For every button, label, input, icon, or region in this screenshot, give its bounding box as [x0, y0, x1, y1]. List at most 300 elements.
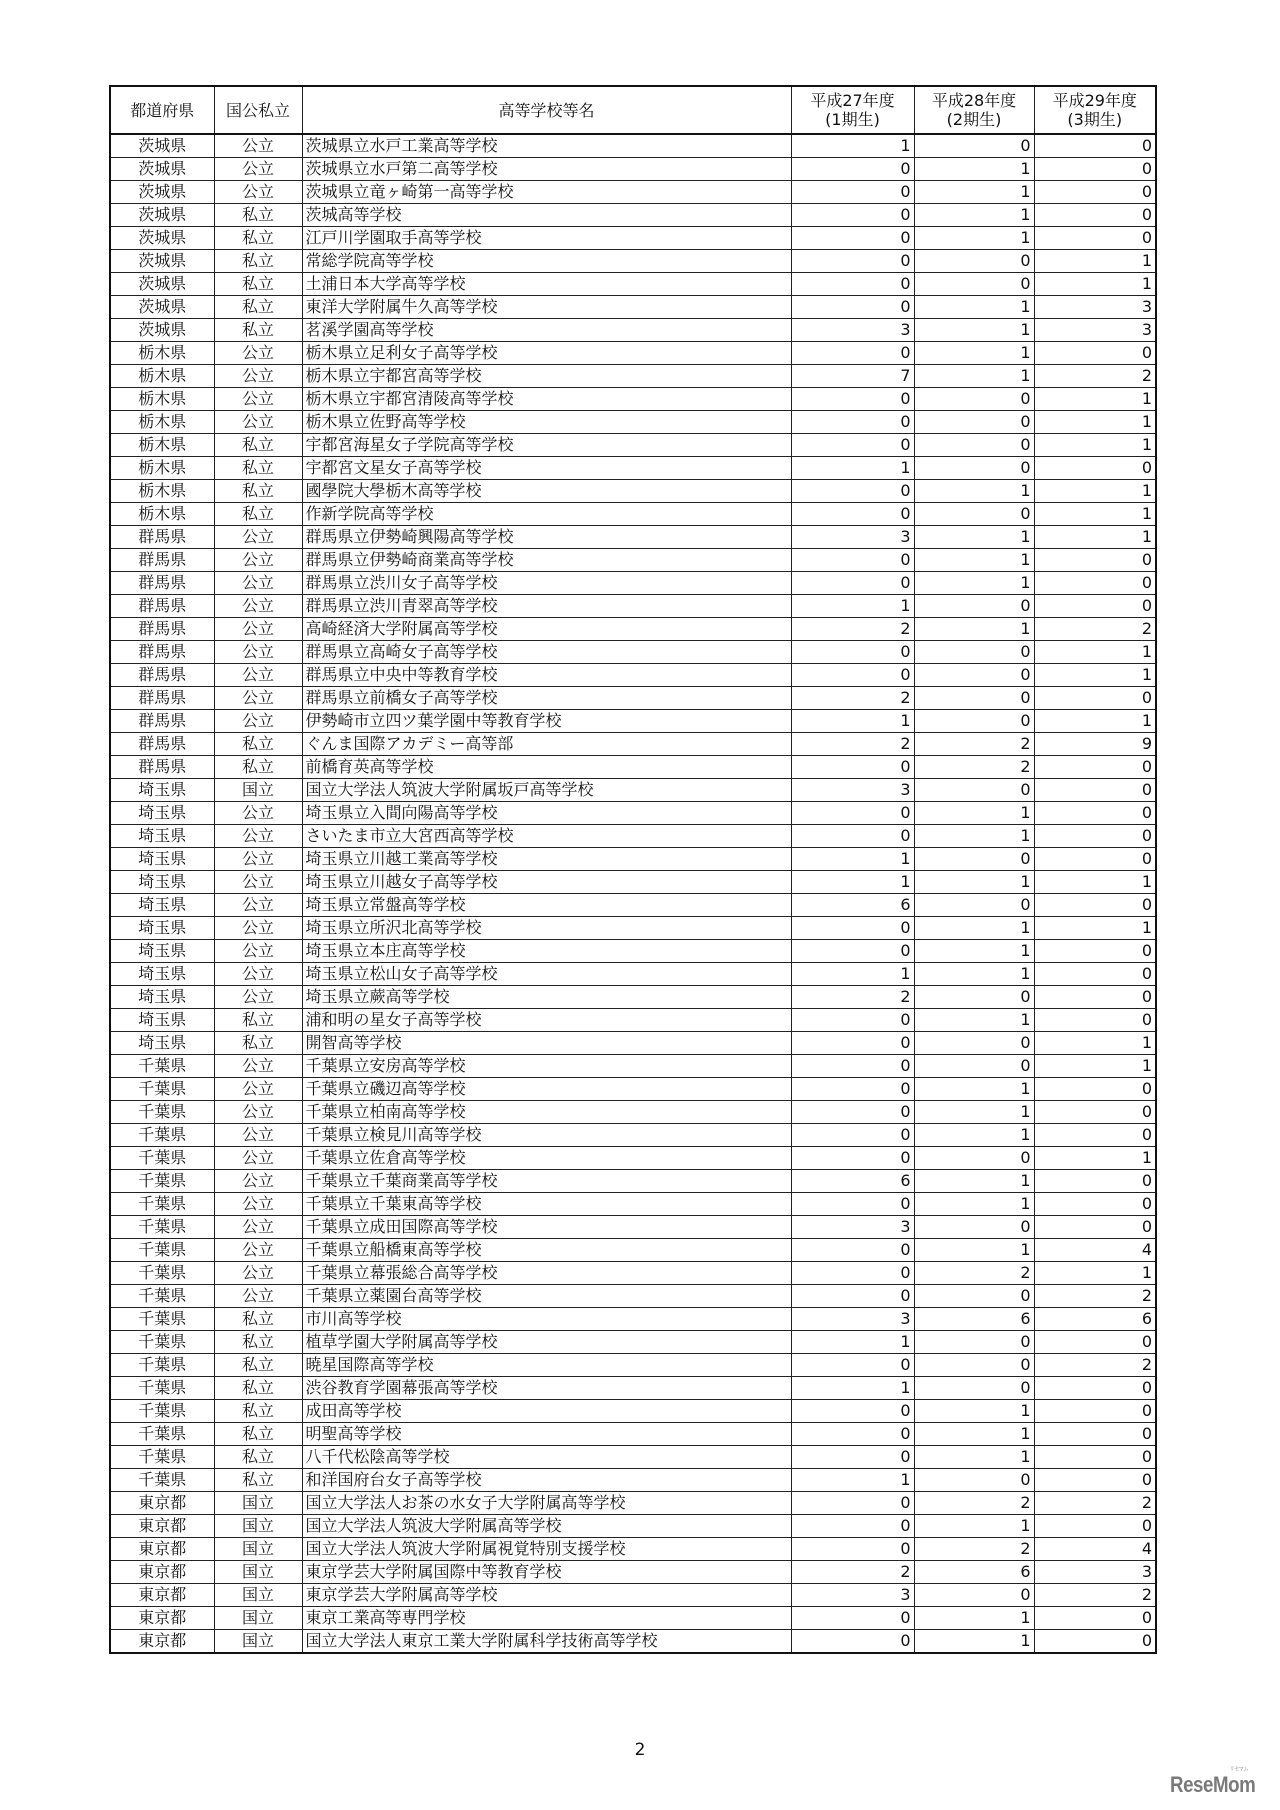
cell-h27: 3: [791, 1308, 914, 1331]
table-row: [110, 480, 1156, 503]
cell-h27: 7: [791, 365, 914, 388]
table-row: [110, 1492, 1156, 1515]
cell-school-name: 千葉県立佐倉高等学校: [302, 1147, 791, 1170]
table-row: [110, 1515, 1156, 1538]
cell-school-name: 埼玉県立松山女子高等学校: [302, 963, 791, 986]
cell-type: 私立: [214, 733, 302, 756]
cell-h28: 0: [914, 1216, 1034, 1239]
table-row: [110, 411, 1156, 434]
table-row: [110, 641, 1156, 664]
cell-h28: 0: [914, 1032, 1034, 1055]
table-row: [110, 1354, 1156, 1377]
cell-school-name: 千葉県立千葉商業高等学校: [302, 1170, 791, 1193]
cell-h28: 1: [914, 1009, 1034, 1032]
cell-prefecture: 東京都: [110, 1561, 214, 1584]
table-row: [110, 1561, 1156, 1584]
cell-h28: 0: [914, 641, 1034, 664]
cell-prefecture: 千葉県: [110, 1377, 214, 1400]
cell-h29: 9: [1034, 733, 1156, 756]
table-row: [110, 687, 1156, 710]
cell-type: 公立: [214, 158, 302, 181]
table-row: [110, 664, 1156, 687]
cell-h29: 0: [1034, 158, 1156, 181]
cell-prefecture: 千葉県: [110, 1193, 214, 1216]
cell-h28: 1: [914, 526, 1034, 549]
cell-h28: 0: [914, 848, 1034, 871]
cell-prefecture: 埼玉県: [110, 1032, 214, 1055]
cell-prefecture: 群馬県: [110, 526, 214, 549]
cell-h29: 2: [1034, 1285, 1156, 1308]
cell-school-name: 宇都宮文星女子高等学校: [302, 457, 791, 480]
cell-h29: 0: [1034, 134, 1156, 158]
table-row: [110, 1078, 1156, 1101]
cell-type: 国立: [214, 779, 302, 802]
table-row: [110, 1308, 1156, 1331]
cell-type: 公立: [214, 1239, 302, 1262]
cell-prefecture: 東京都: [110, 1515, 214, 1538]
cell-h28: 0: [914, 273, 1034, 296]
cell-school-name: 千葉県立千葉東高等学校: [302, 1193, 791, 1216]
cell-h29: 1: [1034, 641, 1156, 664]
cell-school-name: 千葉県立幕張総合高等学校: [302, 1262, 791, 1285]
cell-school-name: 暁星国際高等学校: [302, 1354, 791, 1377]
cell-h28: 1: [914, 940, 1034, 963]
cell-h28: 1: [914, 204, 1034, 227]
cell-prefecture: 埼玉県: [110, 940, 214, 963]
cell-h28: 0: [914, 1285, 1034, 1308]
cell-h28: 2: [914, 756, 1034, 779]
table-row: [110, 940, 1156, 963]
cell-h27: 1: [791, 848, 914, 871]
cell-h28: 1: [914, 825, 1034, 848]
cell-h27: 0: [791, 1515, 914, 1538]
cell-prefecture: 千葉県: [110, 1124, 214, 1147]
cell-school-name: 東洋大学附属牛久高等学校: [302, 296, 791, 319]
cell-h29: 2: [1034, 1584, 1156, 1607]
cell-h29: 0: [1034, 1377, 1156, 1400]
cell-school-name: 埼玉県立川越工業高等学校: [302, 848, 791, 871]
cell-type: 私立: [214, 756, 302, 779]
cell-school-name: 埼玉県立蕨高等学校: [302, 986, 791, 1009]
cell-h27: 0: [791, 1630, 914, 1654]
logo-text: ReseMom: [1170, 1772, 1256, 1797]
cell-h29: 0: [1034, 1331, 1156, 1354]
cell-prefecture: 群馬県: [110, 733, 214, 756]
cell-h28: 1: [914, 572, 1034, 595]
cell-h27: 3: [791, 319, 914, 342]
cell-prefecture: 茨城県: [110, 181, 214, 204]
cell-h29: 0: [1034, 825, 1156, 848]
cell-type: 公立: [214, 1078, 302, 1101]
cell-h28: 6: [914, 1561, 1034, 1584]
cell-school-name: 群馬県立中央中等教育学校: [302, 664, 791, 687]
cell-prefecture: 群馬県: [110, 595, 214, 618]
cell-h27: 3: [791, 779, 914, 802]
cell-type: 私立: [214, 434, 302, 457]
cell-prefecture: 千葉県: [110, 1101, 214, 1124]
cell-h28: 0: [914, 411, 1034, 434]
cell-prefecture: 埼玉県: [110, 963, 214, 986]
cell-h28: 0: [914, 1331, 1034, 1354]
cell-h29: 0: [1034, 595, 1156, 618]
cell-h29: 0: [1034, 1216, 1156, 1239]
cell-school-name: 常総学院高等学校: [302, 250, 791, 273]
cell-type: 私立: [214, 1469, 302, 1492]
cell-h27: 0: [791, 1492, 914, 1515]
cell-prefecture: 千葉県: [110, 1423, 214, 1446]
cell-h29: 0: [1034, 986, 1156, 1009]
logo-ruby: リセマム: [1229, 1767, 1249, 1773]
school-data-table: [109, 85, 1157, 1654]
cell-h28: 1: [914, 1607, 1034, 1630]
cell-school-name: 高崎経済大学附属高等学校: [302, 618, 791, 641]
table-row: [110, 618, 1156, 641]
cell-school-name: 茗溪学園高等学校: [302, 319, 791, 342]
cell-prefecture: 栃木県: [110, 434, 214, 457]
cell-h29: 3: [1034, 296, 1156, 319]
table-row: [110, 1216, 1156, 1239]
cell-type: 公立: [214, 342, 302, 365]
cell-school-name: 茨城高等学校: [302, 204, 791, 227]
cell-prefecture: 茨城県: [110, 250, 214, 273]
table-row: [110, 595, 1156, 618]
table-row: [110, 1538, 1156, 1561]
cell-school-name: 埼玉県立川越女子高等学校: [302, 871, 791, 894]
cell-school-name: 埼玉県立本庄高等学校: [302, 940, 791, 963]
table-row: [110, 181, 1156, 204]
cell-h29: 0: [1034, 1009, 1156, 1032]
cell-h27: 0: [791, 273, 914, 296]
cell-h29: 3: [1034, 319, 1156, 342]
cell-school-name: 国立大学法人お茶の水女子大学附属高等学校: [302, 1492, 791, 1515]
cell-type: 公立: [214, 1147, 302, 1170]
cell-h28: 0: [914, 687, 1034, 710]
cell-prefecture: 千葉県: [110, 1354, 214, 1377]
cell-h29: 0: [1034, 342, 1156, 365]
cell-school-name: 茨城県立水戸第二高等学校: [302, 158, 791, 181]
cell-school-name: 成田高等学校: [302, 1400, 791, 1423]
cell-h27: 0: [791, 1262, 914, 1285]
cell-h27: 0: [791, 1193, 914, 1216]
cell-type: 国立: [214, 1538, 302, 1561]
cell-h29: 1: [1034, 250, 1156, 273]
cell-type: 私立: [214, 503, 302, 526]
page-number: 2: [634, 1740, 646, 1760]
cell-type: 私立: [214, 457, 302, 480]
cell-school-name: さいたま市立大宮西高等学校: [302, 825, 791, 848]
cell-school-name: 千葉県立成田国際高等学校: [302, 1216, 791, 1239]
cell-h28: 1: [914, 342, 1034, 365]
cell-h27: 0: [791, 664, 914, 687]
table-row: [110, 1147, 1156, 1170]
cell-school-name: 国立大学法人筑波大学附属坂戸高等学校: [302, 779, 791, 802]
cell-h29: 0: [1034, 963, 1156, 986]
cell-h27: 0: [791, 1446, 914, 1469]
cell-school-name: 渋谷教育学園幕張高等学校: [302, 1377, 791, 1400]
cell-h27: 0: [791, 480, 914, 503]
cell-h27: 0: [791, 342, 914, 365]
cell-h29: 0: [1034, 940, 1156, 963]
table-row: [110, 296, 1156, 319]
cell-school-name: 千葉県立船橋東高等学校: [302, 1239, 791, 1262]
cell-school-name: 千葉県立磯辺高等学校: [302, 1078, 791, 1101]
header-h29: [1034, 86, 1156, 134]
cell-prefecture: 千葉県: [110, 1262, 214, 1285]
cell-type: 私立: [214, 1032, 302, 1055]
cell-prefecture: 千葉県: [110, 1285, 214, 1308]
cell-prefecture: 埼玉県: [110, 1009, 214, 1032]
cell-h27: 2: [791, 618, 914, 641]
table-row: [110, 273, 1156, 296]
cell-type: 公立: [214, 388, 302, 411]
cell-h27: 0: [791, 296, 914, 319]
cell-h29: 1: [1034, 1147, 1156, 1170]
cell-type: 公立: [214, 526, 302, 549]
table-row: [110, 1285, 1156, 1308]
table-header-row: [110, 86, 1156, 134]
cell-h27: 0: [791, 411, 914, 434]
cell-h27: 0: [791, 641, 914, 664]
table-row: [110, 917, 1156, 940]
table-row: [110, 388, 1156, 411]
cell-h27: 3: [791, 1584, 914, 1607]
cell-prefecture: 東京都: [110, 1538, 214, 1561]
cell-prefecture: 茨城県: [110, 204, 214, 227]
cell-prefecture: 栃木県: [110, 480, 214, 503]
cell-h29: 1: [1034, 710, 1156, 733]
cell-h28: 1: [914, 1423, 1034, 1446]
table-row: [110, 1331, 1156, 1354]
cell-type: 公立: [214, 1101, 302, 1124]
cell-h27: 0: [791, 1354, 914, 1377]
cell-prefecture: 埼玉県: [110, 894, 214, 917]
cell-type: 国立: [214, 1515, 302, 1538]
cell-h29: 1: [1034, 871, 1156, 894]
cell-h27: 0: [791, 1423, 914, 1446]
table-row: [110, 434, 1156, 457]
cell-h27: 0: [791, 1239, 914, 1262]
cell-h27: 1: [791, 1331, 914, 1354]
cell-h29: 2: [1034, 1492, 1156, 1515]
header-h29-cohort: (3期生): [1067, 110, 1123, 129]
cell-school-name: 宇都宮海星女子学院高等学校: [302, 434, 791, 457]
cell-prefecture: 千葉県: [110, 1239, 214, 1262]
cell-h28: 1: [914, 365, 1034, 388]
cell-type: 公立: [214, 894, 302, 917]
cell-type: 公立: [214, 1170, 302, 1193]
cell-h29: 2: [1034, 1354, 1156, 1377]
cell-h27: 0: [791, 825, 914, 848]
table-row: [110, 733, 1156, 756]
cell-h28: 6: [914, 1308, 1034, 1331]
cell-h27: 1: [791, 457, 914, 480]
cell-h27: 0: [791, 250, 914, 273]
cell-h27: 1: [791, 710, 914, 733]
cell-prefecture: 千葉県: [110, 1078, 214, 1101]
cell-h29: 0: [1034, 1170, 1156, 1193]
cell-h28: 2: [914, 1492, 1034, 1515]
table-row: [110, 319, 1156, 342]
cell-h27: 0: [791, 1607, 914, 1630]
cell-h29: 0: [1034, 1446, 1156, 1469]
table-row: [110, 134, 1156, 158]
cell-h29: 0: [1034, 1400, 1156, 1423]
cell-prefecture: 千葉県: [110, 1331, 214, 1354]
cell-h28: 1: [914, 227, 1034, 250]
cell-h28: 1: [914, 1630, 1034, 1654]
cell-prefecture: 東京都: [110, 1607, 214, 1630]
cell-h28: 1: [914, 1124, 1034, 1147]
cell-h27: 0: [791, 503, 914, 526]
cell-h29: 0: [1034, 1078, 1156, 1101]
cell-school-name: 開智高等学校: [302, 1032, 791, 1055]
cell-type: 公立: [214, 618, 302, 641]
cell-h27: 0: [791, 572, 914, 595]
cell-type: 公立: [214, 365, 302, 388]
cell-h27: 2: [791, 1561, 914, 1584]
cell-prefecture: 千葉県: [110, 1055, 214, 1078]
cell-type: 公立: [214, 1124, 302, 1147]
cell-prefecture: 埼玉県: [110, 779, 214, 802]
table-row: [110, 1377, 1156, 1400]
cell-school-name: 千葉県立検見川高等学校: [302, 1124, 791, 1147]
table-row: [110, 825, 1156, 848]
cell-h28: 1: [914, 1193, 1034, 1216]
cell-h27: 3: [791, 1216, 914, 1239]
cell-h27: 0: [791, 1147, 914, 1170]
cell-prefecture: 千葉県: [110, 1400, 214, 1423]
cell-h28: 0: [914, 664, 1034, 687]
cell-h27: 0: [791, 181, 914, 204]
cell-prefecture: 栃木県: [110, 503, 214, 526]
cell-school-name: 江戸川学園取手高等学校: [302, 227, 791, 250]
cell-prefecture: 栃木県: [110, 365, 214, 388]
cell-prefecture: 千葉県: [110, 1147, 214, 1170]
table-row: [110, 1101, 1156, 1124]
cell-h29: 1: [1034, 411, 1156, 434]
table-row: [110, 756, 1156, 779]
table-row: [110, 710, 1156, 733]
cell-h27: 1: [791, 1469, 914, 1492]
cell-h27: 0: [791, 549, 914, 572]
cell-school-name: 群馬県立渋川女子高等学校: [302, 572, 791, 595]
cell-type: 国立: [214, 1492, 302, 1515]
cell-h29: 0: [1034, 848, 1156, 871]
cell-h29: 1: [1034, 526, 1156, 549]
table-row: [110, 1032, 1156, 1055]
cell-h27: 3: [791, 526, 914, 549]
cell-prefecture: 埼玉県: [110, 825, 214, 848]
cell-h27: 2: [791, 986, 914, 1009]
cell-h28: 2: [914, 733, 1034, 756]
cell-school-name: 市川高等学校: [302, 1308, 791, 1331]
cell-type: 私立: [214, 273, 302, 296]
cell-h29: 1: [1034, 1055, 1156, 1078]
table-row: [110, 503, 1156, 526]
cell-h28: 0: [914, 1469, 1034, 1492]
cell-h27: 0: [791, 227, 914, 250]
cell-type: 公立: [214, 641, 302, 664]
cell-h27: 1: [791, 871, 914, 894]
table-row: [110, 1607, 1156, 1630]
cell-type: 私立: [214, 1446, 302, 1469]
cell-prefecture: 千葉県: [110, 1446, 214, 1469]
cell-prefecture: 埼玉県: [110, 802, 214, 825]
cell-type: 公立: [214, 549, 302, 572]
cell-h28: 0: [914, 434, 1034, 457]
table-row: [110, 871, 1156, 894]
cell-h28: 1: [914, 1239, 1034, 1262]
cell-h28: 0: [914, 986, 1034, 1009]
cell-h29: 0: [1034, 756, 1156, 779]
cell-h29: 0: [1034, 1630, 1156, 1654]
cell-prefecture: 東京都: [110, 1492, 214, 1515]
cell-type: 国立: [214, 1584, 302, 1607]
cell-type: 公立: [214, 871, 302, 894]
cell-prefecture: 埼玉県: [110, 848, 214, 871]
cell-school-name: 千葉県立柏南高等学校: [302, 1101, 791, 1124]
cell-h28: 1: [914, 917, 1034, 940]
cell-type: 公立: [214, 1193, 302, 1216]
cell-type: 私立: [214, 1377, 302, 1400]
cell-type: 公立: [214, 986, 302, 1009]
cell-h29: 0: [1034, 1423, 1156, 1446]
cell-type: 公立: [214, 710, 302, 733]
cell-h28: 0: [914, 250, 1034, 273]
cell-h29: 2: [1034, 365, 1156, 388]
cell-prefecture: 東京都: [110, 1630, 214, 1654]
cell-h27: 0: [791, 1124, 914, 1147]
cell-type: 公立: [214, 181, 302, 204]
cell-prefecture: 埼玉県: [110, 917, 214, 940]
cell-h29: 0: [1034, 227, 1156, 250]
cell-type: 公立: [214, 963, 302, 986]
cell-type: 公立: [214, 917, 302, 940]
table-row: [110, 986, 1156, 1009]
cell-h28: 0: [914, 1377, 1034, 1400]
cell-h28: 0: [914, 457, 1034, 480]
cell-school-name: 栃木県立宇都宮清陵高等学校: [302, 388, 791, 411]
cell-h29: 0: [1034, 1124, 1156, 1147]
cell-school-name: 栃木県立宇都宮高等学校: [302, 365, 791, 388]
cell-h29: 1: [1034, 1032, 1156, 1055]
cell-h28: 1: [914, 871, 1034, 894]
cell-type: 公立: [214, 664, 302, 687]
cell-h29: 0: [1034, 549, 1156, 572]
cell-h27: 0: [791, 756, 914, 779]
cell-school-name: 栃木県立足利女子高等学校: [302, 342, 791, 365]
cell-type: 公立: [214, 134, 302, 158]
cell-type: 私立: [214, 1423, 302, 1446]
cell-h28: 1: [914, 296, 1034, 319]
cell-h28: 0: [914, 134, 1034, 158]
table-row: [110, 572, 1156, 595]
cell-type: 私立: [214, 1400, 302, 1423]
cell-h28: 1: [914, 319, 1034, 342]
cell-h28: 0: [914, 1584, 1034, 1607]
cell-prefecture: 埼玉県: [110, 871, 214, 894]
cell-h29: 0: [1034, 802, 1156, 825]
cell-h27: 2: [791, 687, 914, 710]
cell-h28: 1: [914, 963, 1034, 986]
header-h27: [791, 86, 914, 134]
table-row: [110, 848, 1156, 871]
cell-type: 公立: [214, 411, 302, 434]
header-h27-cohort: (1期生): [825, 110, 880, 129]
table-row: [110, 204, 1156, 227]
cell-h27: 2: [791, 733, 914, 756]
cell-school-name: 東京学芸大学附属高等学校: [302, 1584, 791, 1607]
